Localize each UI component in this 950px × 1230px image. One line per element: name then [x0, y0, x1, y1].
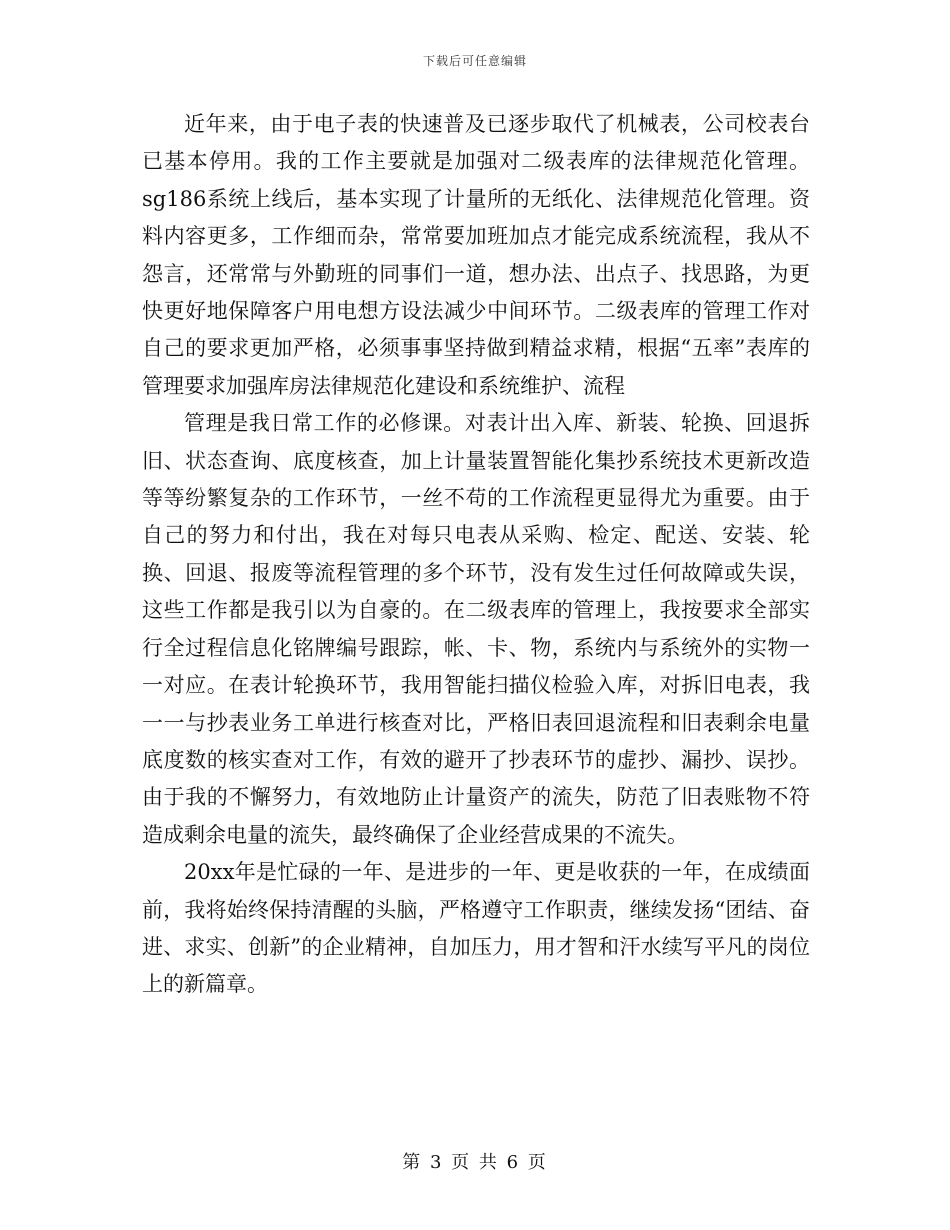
body-paragraph: 管理是我日常工作的必修课。对表计出入库、新装、轮换、回退拆旧、状态查询、底度核查，加上计量装置智能化集抄系统技术更新改造等等纷繁复杂的工作环节，一丝不苟的工作流程更显得尤为重要。由于自己的努力和付出，我在对每只电表从采购、检定、配送、安装、轮换、回退、报废等流程管理的多个环节，没有发生过任何故障或失误，这些工作都是我引以为自豪的。在二级表库的管理上，我按要求全部实行全过程信息化铭牌编号跟踪，帐、卡、物，系统内与系统外的实物一一对应。在表计轮换环节，我用智能扫描仪检验入库，对拆旧电表，我一一与抄表业务工单进行核查对比，严格旧表回退流程和旧表剩余电量底度数的核实查对工作，有效的避开了抄表环节的虚抄、漏抄、误抄。由于我的不懈努力，有效地防止计量资产的流失，防范了旧表账物不符造成剩余电量的流失，最终确保了企业经营成果的不流失。 [142, 411, 810, 847]
document-body [142, 106, 810, 1004]
page-number: 第 3 页 共 6 页 [402, 1152, 548, 1173]
page-header: 下载后可任意编辑 [422, 54, 527, 68]
body-paragraph: 近年来，由于电子表的快速普及已逐步取代了机械表，公司校表台已基本停用。我的工作主要就是加强对二级表库的法律规范化管理。sg186系统上线后，基本实现了计量所的无纸化、法律规范化管理。资料内容更多，工作细而杂，常常要加班加点才能完成系统流程，我从不怨言，还常常与外勤班的同事们一道，想办法、出点子、找思路，为更快更好地保障客户用电想方设法减少中间环节。二级表库的管理工作对自己的要求更加严格，必须事事坚持做到精益求精，根据“五率”表库的管理要求加强库房法律规范化建设和系统维护、流程 [142, 112, 810, 398]
body-paragraph: 20xx年是忙碌的一年、是进步的一年、更是收获的一年，在成绩面前，我将始终保持清醒的头脑，严格遵守工作职责，继续发扬“团结、奋进、求实、创新”的企业精神，自加压力，用才智和汗水续写平凡的岗位上的新篇章。 [142, 860, 810, 997]
